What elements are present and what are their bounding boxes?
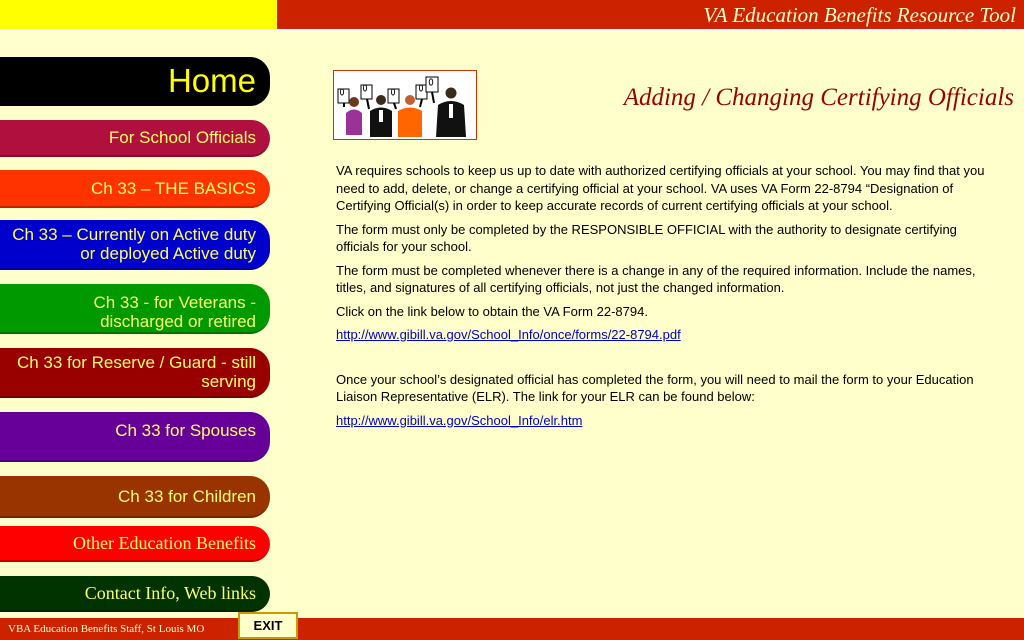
nav-other-benefits-button[interactable]: Other Education Benefits <box>0 526 270 562</box>
main-content <box>336 162 986 435</box>
people-holding-signs-icon <box>334 71 476 139</box>
content-spacer <box>336 350 986 371</box>
nav-ch33-basics-button[interactable]: Ch 33 – THE BASICS <box>0 170 270 208</box>
nav-ch33-active-duty-button[interactable]: Ch 33 – Currently on Active duty or deployed Active duty <box>0 220 270 270</box>
footer-credit: VBA Education Benefits Staff, St Louis MO <box>8 623 205 635</box>
nav-ch33-spouses-button[interactable]: Ch 33 for Spouses <box>0 412 270 462</box>
nav-ch33-veterans-button[interactable]: Ch 33 - for Veterans - discharged or retired <box>0 284 270 334</box>
officials-voting-illustration <box>333 70 477 140</box>
nav-school-officials-button[interactable]: For School Officials <box>0 120 270 157</box>
page-title: Adding / Changing Certifying Officials <box>623 84 1014 111</box>
nav-home-button[interactable]: Home <box>0 57 270 106</box>
app-title: VA Education Benefits Resource Tool <box>703 3 1016 27</box>
form-link-instruction: Click on the link below to obtain the VA Form 22-8794. <box>336 303 648 319</box>
intro-paragraph: VA requires schools to keep us up to date with authorized certifying officials at your school. You may find that you need to add, delete, or change a certifying official at your school. VA uses VA Form 22-8794 “Designation of Certifying Official(s) in order to keep accurate records of current certifying officials at your school. <box>336 163 985 213</box>
nav-ch33-children-button[interactable]: Ch 33 for Children <box>0 476 270 518</box>
nav-ch33-reserve-button[interactable]: Ch 33 for Reserve / Guard - still serving <box>0 348 270 398</box>
nav-contact-info-button[interactable]: Contact Info, Web links <box>0 576 270 612</box>
header-yellow-block <box>0 0 277 29</box>
elr-link[interactable]: http://www.gibill.va.gov/School_Info/elr.htm <box>336 412 583 428</box>
exit-button[interactable]: EXIT <box>238 612 298 639</box>
header-divider <box>0 29 1024 31</box>
change-requirement-paragraph: The form must be completed whenever there is a change in any of the required information. Include the names, titles, and signatures of all certifying officials, not just the changed information. <box>336 262 976 295</box>
elr-mail-paragraph: Once your school’s designated official has completed the form, you will need to mail the form to your Education Liaison Representative (ELR). The link for your ELR can be found below: <box>336 371 974 404</box>
form-22-8794-link[interactable]: http://www.gibill.va.gov/School_Info/once/forms/22-8794.pdf <box>336 327 681 342</box>
responsible-official-paragraph: The form must only be completed by the RESPONSIBLE OFFICIAL with the authority to designate certifying officials for your school. <box>336 221 957 254</box>
